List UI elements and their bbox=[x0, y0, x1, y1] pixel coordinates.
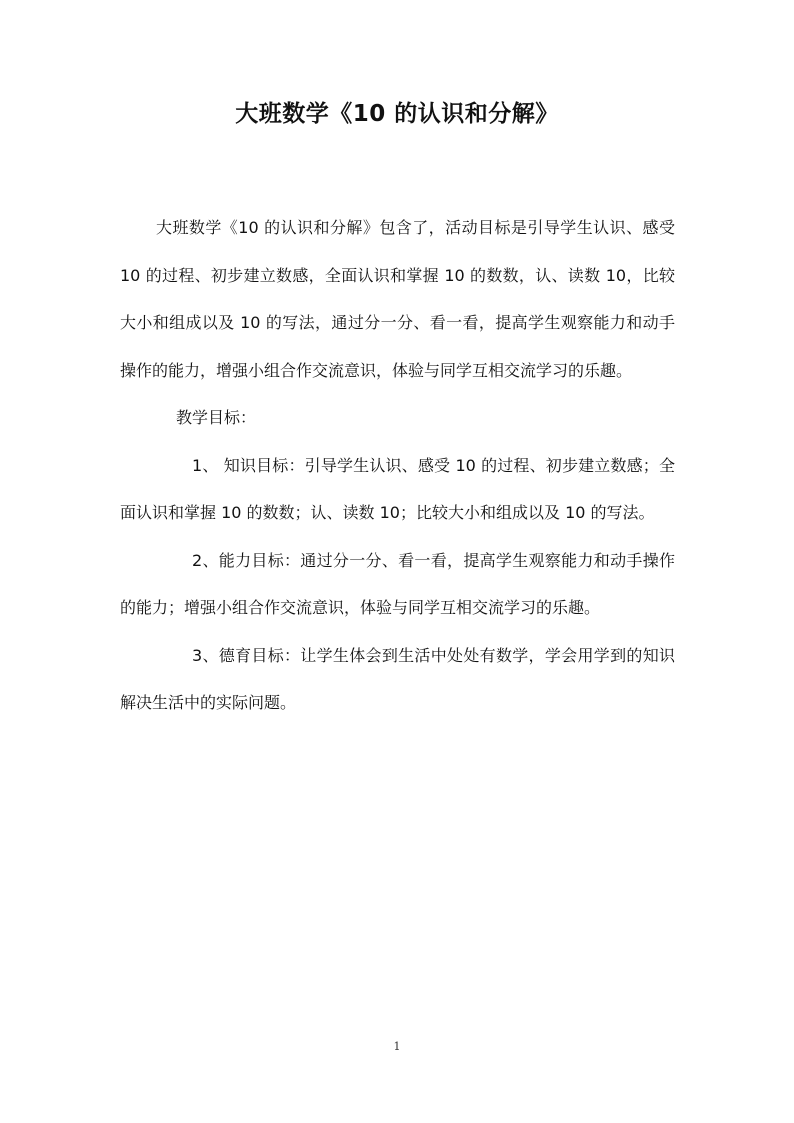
page-number: 1 bbox=[393, 1040, 401, 1053]
ability-objective-paragraph: 2、能力目标：通过分一分、看一看，提高学生观察能力和动手操作的能力；增强小组合作交流意识，体验与同学互相交流学习的乐趣。 bbox=[120, 550, 675, 617]
moral-objective-paragraph: 3、德育目标：让学生体会到生活中处处有数学，学会用学到的知识解决生活中的实际问题。 bbox=[120, 645, 675, 712]
objectives-heading: 教学目标： bbox=[176, 408, 257, 427]
knowledge-objective-paragraph: 1、 知识目标：引导学生认识、感受 10 的过程、初步建立数感；全面认识和掌握 10 的数数；认、读数 10；比较大小和组成以及 10 的写法。 bbox=[120, 455, 675, 522]
intro-paragraph: 大班数学《10 的认识和分解》包含了，活动目标是引导学生认识、感受 10 的过程、初步建立数感，全面认识和掌握 10 的数数，认、读数 10，比较大小和组成以及 10 的写法，通过分一分、看一看，提高学生观察能力和动手操作的能力，增强小组合作交流意识，体验与同学互相交流学习的乐趣。 bbox=[120, 218, 675, 380]
document-body bbox=[120, 204, 675, 727]
document-title: 大班数学《10 的认识和分解》 bbox=[235, 101, 559, 127]
